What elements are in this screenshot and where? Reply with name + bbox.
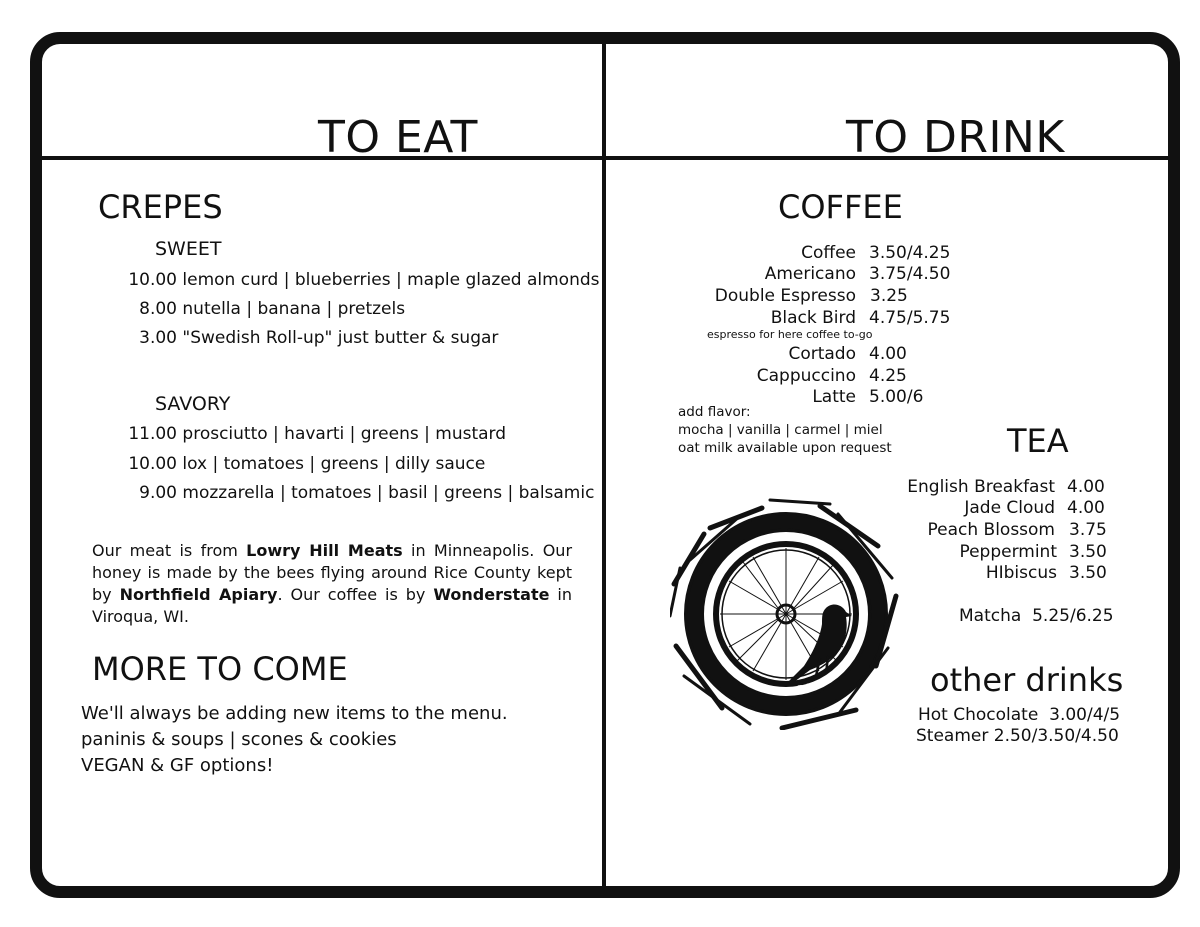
more-to-come-text (81, 701, 508, 779)
coffee-name: Coffee (801, 243, 856, 263)
coffee-price: 3.75/4.50 (869, 264, 951, 284)
sourcing-text: . Our coffee is by (277, 585, 434, 604)
tea-price: 3.75 (1069, 520, 1107, 540)
tea-name: Jade Cloud (964, 498, 1055, 518)
to-eat-heading: TO EAT (318, 112, 478, 163)
more-line: paninis & soups | scones & cookies (81, 729, 397, 750)
blackbird-note: espresso for here coffee to-go (707, 328, 873, 341)
matcha-item (959, 606, 1114, 626)
menu-item (105, 270, 600, 290)
item-price: 10.00 (128, 454, 177, 474)
tea-name: Peach Blossom (927, 520, 1055, 540)
item-price: 11.00 (128, 424, 177, 444)
menu-item (105, 483, 594, 503)
tea-price: 4.00 (1067, 498, 1105, 518)
crepes-heading: CREPES (98, 188, 223, 226)
sourcing-coffee-supplier: Wonderstate (433, 585, 550, 604)
item-desc: nutella | banana | pretzels (182, 299, 406, 319)
more-line: VEGAN & GF options! (81, 755, 274, 776)
drink-name: Hot Chocolate (918, 705, 1039, 725)
item-price: 8.00 (139, 299, 177, 319)
sourcing-text: Our meat is from (92, 541, 247, 560)
menu-item (105, 328, 498, 348)
coffee-heading: COFFEE (778, 188, 903, 226)
other-drink-item (918, 705, 1120, 725)
addon-line: add flavor: (678, 404, 751, 420)
coffee-name: Double Espresso (714, 286, 856, 306)
tea-name: Peppermint (959, 542, 1057, 562)
coffee-name: Black Bird (770, 308, 856, 328)
other-drinks-heading: other drinks (930, 661, 1124, 699)
sourcing-honey-supplier: Northfield Apiary (119, 585, 278, 604)
addon-line: oat milk available upon request (678, 440, 892, 456)
coffee-price: 5.00/6 (869, 387, 924, 407)
item-price: 10.00 (128, 270, 177, 290)
coffee-name: Latte (812, 387, 856, 407)
sourcing-text: in Minneapolis. Our honey is made by the bees flying around Rice County kept by (92, 541, 573, 604)
sourcing-text: in Viroqua, WI. (92, 585, 573, 626)
tea-name: Matcha (959, 606, 1022, 626)
item-price: 9.00 (139, 483, 177, 503)
tea-name: English Breakfast (907, 477, 1055, 497)
column-divider (602, 44, 606, 886)
item-desc: "Swedish Roll-up" just butter & sugar (182, 328, 499, 348)
tea-price: 4.00 (1067, 477, 1105, 497)
menu-item (105, 424, 506, 444)
item-desc: prosciutto | havarti | greens | mustard (182, 424, 507, 444)
tea-price: 3.50 (1069, 563, 1107, 583)
item-desc: lemon curd | blueberries | maple glazed almonds (182, 270, 600, 290)
coffee-name: Americano (764, 264, 856, 284)
to-drink-heading: TO DRINK (846, 112, 1065, 163)
coffee-addons (678, 403, 892, 457)
drink-price: 3.00/4/5 (1049, 705, 1121, 725)
tea-name: HIbiscus (985, 563, 1057, 583)
other-drink-item (916, 726, 1119, 746)
drink-name: Steamer (916, 726, 989, 746)
tea-heading: TEA (1007, 422, 1069, 460)
coffee-price: 3.50/4.25 (869, 243, 951, 263)
coffee-price: 4.25 (869, 366, 907, 386)
sourcing-meat-supplier: Lowry Hill Meats (246, 541, 403, 560)
coffee-price: 4.00 (869, 344, 907, 364)
coffee-price: 3.25 (870, 286, 908, 306)
savory-heading: SAVORY (155, 393, 231, 415)
coffee-price: 4.75/5.75 (869, 308, 951, 328)
logo-text: RAVEN'S NEST CAFE (796, 608, 870, 696)
sourcing-note (92, 540, 572, 628)
addon-line: mocha | vanilla | carmel | miel (678, 422, 883, 438)
tea-price: 3.50 (1069, 542, 1107, 562)
more-to-come-heading: MORE TO COME (92, 650, 348, 688)
coffee-name: Cappuccino (756, 366, 856, 386)
menu-item (105, 454, 485, 474)
item-desc: mozzarella | tomatoes | basil | greens | balsamic (182, 483, 595, 503)
coffee-name: Cortado (788, 344, 856, 364)
raven-nest-logo-icon (670, 498, 902, 730)
item-desc: lox | tomatoes | greens | dilly sauce (182, 454, 486, 474)
tea-price: 5.25/6.25 (1032, 606, 1114, 626)
more-line: We'll always be adding new items to the menu. (81, 703, 508, 724)
drink-price: 2.50/3.50/4.50 (993, 726, 1119, 746)
menu-item (105, 299, 405, 319)
item-price: 3.00 (139, 328, 177, 348)
sweet-heading: SWEET (155, 238, 222, 260)
